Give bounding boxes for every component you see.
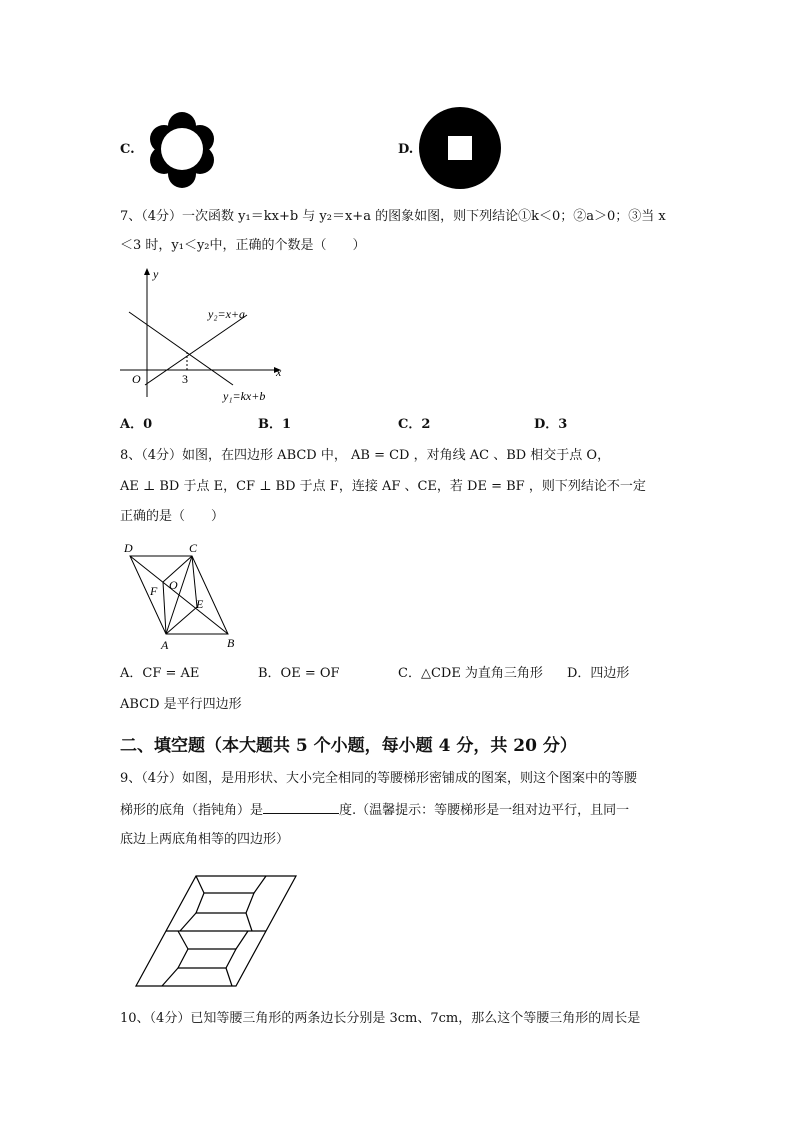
q8-figure [118,538,243,653]
point-f: F [150,584,158,598]
q9-line2-post: 度.（温馨提示：等腰梯形是一组对边平行，且同一 [339,803,630,818]
q7-option-a: A．0 [120,417,153,432]
q7-graph [115,262,295,407]
q7-option-d: D．3 [534,417,568,432]
vertex-b: B [227,636,235,650]
q7-line2: ＜3 时，y₁＜y₂中，正确的个数是（ ） [120,238,366,253]
q7-line1: 7、（4分）一次函数 y₁＝kx+b 与 y₂＝x+a 的图象如图，则下列结论①k＜0；②a＞0；③当 x [120,209,666,224]
q8-option-d-cont: ABCD 是平行四边形 [120,697,242,712]
section-title: 二、填空题（本大题共 5 个小题，每小题 4 分，共 20 分） [120,736,577,756]
x-axis-label: x [276,365,282,379]
q9-line2 [120,801,629,820]
vertex-c: C [189,541,198,555]
q9-line1: 9、（4分）如图，是用形状、大小完全相同的等腰梯形密铺成的图案，则这个图案中的等腰 [120,771,638,786]
tick-3-label: 3 [182,372,188,386]
q8-line2: AE ⊥ BD 于点 E，CF ⊥ BD 于点 F，连接 AF 、CE，若 DE = BF ，则下列结论不一定 [120,479,646,494]
line-y2-label: y₂=x+a [208,307,246,321]
q7-option-b: B．1 [258,417,292,432]
q8-option-b: B．OE = OF [258,666,340,681]
q8-line1: 8、（4分）如图，在四边形 ABCD 中， AB = CD ，对角线 AC 、BD 相交于点 O， [120,448,611,463]
option-d-label: D. [398,142,414,157]
q10-line1: 10、（4分）已知等腰三角形的两条边长分别是 3cm、7cm，那么这个等腰三角形的周长是 [120,1011,641,1026]
q8-option-a: A．CF = AE [120,666,200,681]
q7-option-c: C．2 [398,417,431,432]
origin-label: O [132,372,141,386]
q9-tessellation-figure [132,870,300,992]
option-c-label: C. [120,142,135,157]
flower-figure [140,102,224,192]
point-e: E [196,597,204,611]
q9-line2-pre: 梯形的底角（指钝角）是 [120,803,264,818]
point-o: O [169,578,178,592]
y-axis-label: y [153,267,159,281]
coin-figure [418,106,502,190]
q8-line3: 正确的是（ ） [120,509,225,524]
line-y1-label: y₁=kx+b [223,389,266,403]
vertex-d: D [124,541,133,555]
q9-line3: 底边上两底角相等的四边形） [120,832,290,847]
q8-option-c: C．△CDE 为直角三角形 [398,666,543,681]
vertex-a: A [161,638,169,652]
q8-option-d: D．四边形 [567,666,630,681]
answer-blank [263,801,339,814]
